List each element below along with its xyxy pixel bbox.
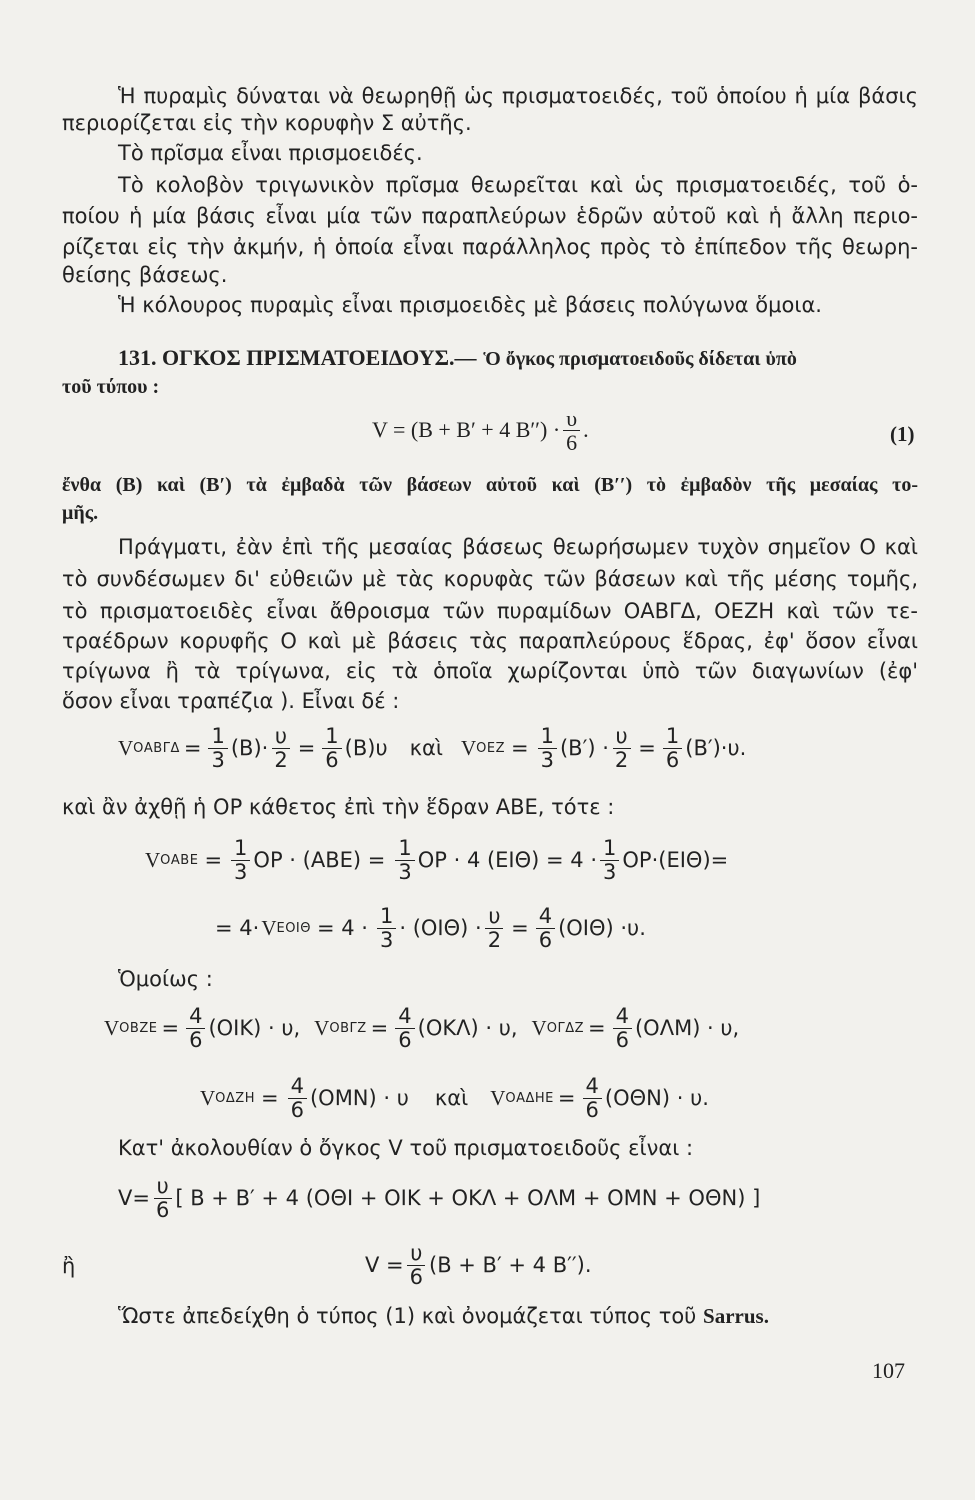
formula-1-fraction: $\frac{\upsilon}{6}$ (563, 407, 580, 454)
similarly-label: Ὁμοίως : (118, 967, 213, 991)
conclusion-line: Ὥστε ἀπεδείχθη ὁ τύπος (1) καὶ ὀνομάζεται τύπος τοῦ Sarrus. (118, 1304, 769, 1328)
definition-line-2: μῆς. (62, 502, 99, 524)
equation-volume-bases: V ΟΑΒΓΔ = $\frac{1}{3}$ (Β)· $\frac{\upsilon}{2}$ = $\frac{1}{6}$ (Β)υ καὶ V ΟΕΖ = $\frac{1}{3}$ (Β′) · $\frac{\upsilon}{2}$ = $\frac{1}{6}$ (Β′)·υ. (118, 723, 747, 772)
condition-line: καὶ ἂν ἀχθῇ ἡ ΟΡ κάθετος ἐπὶ τὴν ἕδραν ΑΒΕ, τότε : (62, 795, 615, 819)
formula-1-label: (1) (890, 422, 915, 446)
equation-volumes-lateral-2: V ΟΔΖΗ = $\frac{4}{6}$ (ΟΜΝ) · υ καὶ V ΟΑΔΗΕ = $\frac{4}{6}$ (ΟΘΝ) · υ. (200, 1073, 709, 1122)
sarrus-name: Sarrus. (703, 1304, 769, 1328)
intro-line-3: Τὸ πρῖσμα εἶναι πρισμοειδές. (118, 141, 423, 165)
section-title: 131. ΟΓΚΟΣ ΠΡΙΣΜΑΤΟΕΙΔΟΥΣ.— (118, 345, 477, 370)
proof-line-6: ὅσον εἶναι τραπέζια ). Εἶναι δέ : (62, 689, 400, 713)
intro-line-1: Ἡ πυραμὶς δύναται νὰ θεωρηθῇ ὡς πρισματοειδές, τοῦ ὁποίου ἡ μία βάσις (118, 84, 918, 108)
intro-line-8: Ἡ κόλουρος πυραμὶς εἶναι πρισμοειδὲς μὲ βάσεις πολύγωνα ὅμοια. (118, 293, 822, 317)
proof-line-3: τὸ πρισματοειδὲς εἶναι ἄθροισμα τῶν πυραμίδων ΟΑΒΓΔ, ΟΕΖΗ καὶ τῶν τε- (62, 599, 918, 623)
page-number: 107 (872, 1358, 905, 1383)
intro-line-7: θείσης βάσεως. (62, 263, 228, 287)
proof-line-4: τραέδρων κορυφῆς Ο καὶ μὲ βάσεις τὰς παραπλεύρους ἕδρας, ἐφ' ὅσον εἶναι (62, 629, 918, 653)
equation-volume-eoith: = 4· V ΕΟΙΘ = 4 · $\frac{1}{3}$ · (ΟΙΘ) · $\frac{\upsilon}{2}$ = $\frac{4}{6}$ (ΟΙΘ) ·υ. (215, 903, 646, 952)
intro-line-5: ποίου ἡ μία βάσις εἶναι μία τῶν παραπλεύρων ἑδρῶν αὐτοῦ καὶ ἡ ἄλλη περιο- (62, 204, 918, 228)
proof-line-5: τρίγωνα ἢ τὰ τρίγωνα, εἰς τὰ ὁποῖα χωρίζονται ὑπὸ τῶν διαγωνίων (ἐφ' (62, 659, 918, 683)
proof-line-2: τὸ συνδέσωμεν δι' εὐθειῶν μὲ τὰς κορυφὰς τῶν βάσεων καὶ τῆς μέσης τομῆς, (62, 567, 918, 591)
equation-volumes-lateral-1: V ΟΒΖΕ = $\frac{4}{6}$ (ΟΙΚ) · υ, V ΟΒΓΖ = $\frac{4}{6}$ (ΟΚΛ) · υ, V ΟΓΔΖ = $\frac{4}{6}$ (ΟΛΜ) · υ, (104, 1003, 740, 1052)
formula-1: V = (B + B′ + 4 B′′) · $\frac{\upsilon}{6}$ . (372, 405, 589, 455)
definition-line-1: ἔνθα (Β) καὶ (Β′) τὰ ἐμβαδὰ τῶν βάσεων αὐτοῦ καὶ (Β′′) τὸ ἐμβαδὸν τῆς μεσαίας το- (62, 474, 918, 496)
formula-1-lhs: V = (B + B′ + 4 B′′) · (372, 417, 561, 442)
equation-sarrus: V = $\frac{\upsilon}{6}$ (Β + Β′ + 4 Β′′). (365, 1240, 592, 1289)
equation-volume-sum: V= $\frac{\upsilon}{6}$ [ Β + Β′ + 4 (ΟΘΙ + ΟΙΚ + ΟΚΛ + ΟΛΜ + ΟΜΝ + ΟΘΝ) ] (118, 1173, 761, 1222)
consequently-line: Κατ' ἀκολουθίαν ὁ ὄγκος V τοῦ πρισματοειδοῦς εἶναι : (118, 1136, 694, 1160)
or-label: ἢ (62, 1254, 76, 1278)
intro-line-2: περιορίζεται εἰς τὴν κορυφὴν Σ αὐτῆς. (62, 111, 472, 135)
intro-line-4: Τὸ κολοβὸν τριγωνικὸν πρῖσμα θεωρεῖται καὶ ὡς πρισματοειδές, τοῦ ὁ- (118, 173, 918, 197)
section-heading (118, 345, 918, 372)
proof-line-1: Πράγματι, ἐὰν ἐπὶ τῆς μεσαίας βάσεως θεωρήσωμεν τυχὸν σημεῖον Ο καὶ (118, 535, 918, 559)
section-lead: Ὁ ὄγκος πρισματοειδοῦς δίδεται ὑπὸ (483, 348, 797, 370)
equation-volume-oabe: V ΟΑΒΕ = $\frac{1}{3}$ ΟΡ · (ΑΒΕ) = $\frac{1}{3}$ ΟΡ · 4 (ΕΙΘ) = 4 · $\frac{1}{3}$ ΟΡ·(ΕΙΘ)= (145, 835, 729, 884)
section-lead-2: τοῦ τύπου : (62, 376, 160, 398)
intro-line-6: ρίζεται εἰς τὴν ἀκμήν, ἡ ὁποία εἶναι παράλληλος πρὸς τὸ ἐπίπεδον τῆς θεωρη- (62, 235, 918, 259)
